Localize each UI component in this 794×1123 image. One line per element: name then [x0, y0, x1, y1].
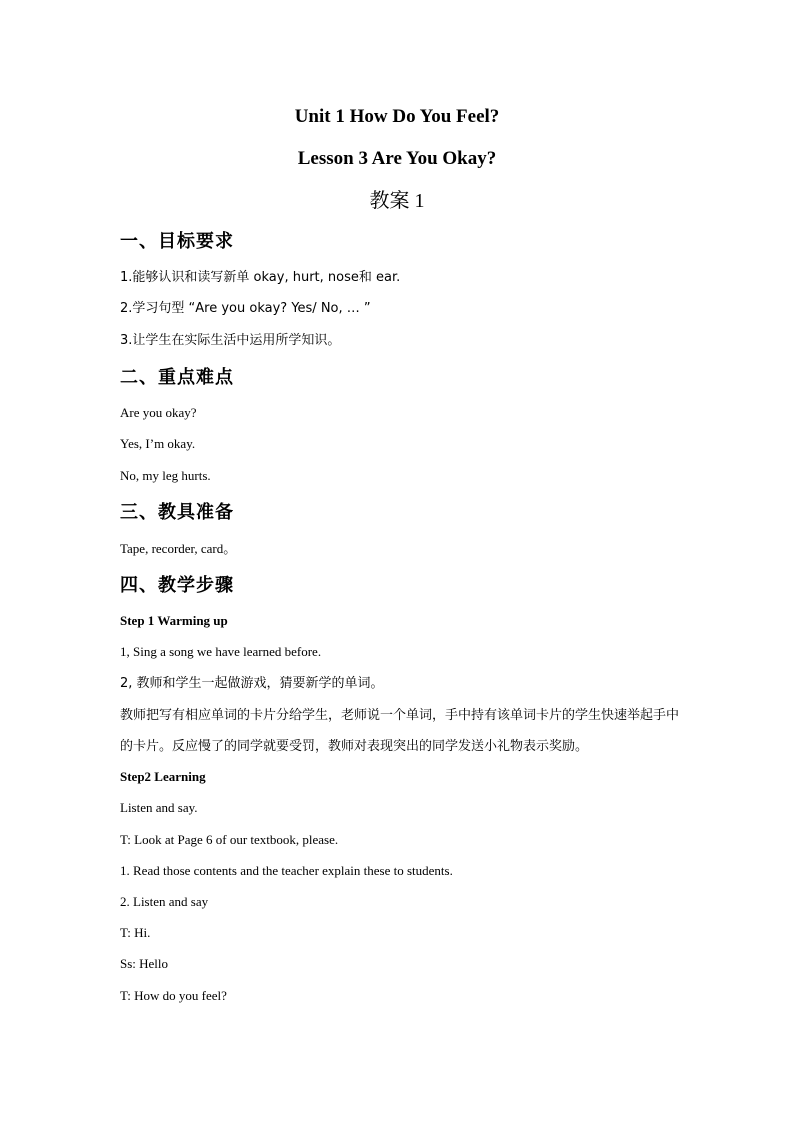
section-heading-materials: 三、教具准备	[120, 502, 234, 523]
step2-item: T: Hi.	[120, 925, 151, 940]
step2-item: T: How do you feel?	[120, 988, 227, 1003]
step1-paragraph: 教师把写有相应单词的卡片分给学生，老师说一个单词，手中持有该单词卡片的学生快速举起手中的卡片。反应慢了的同学就要受罚，教师对表现突出的同学发送小礼物表示奖励。	[120, 708, 680, 754]
step2-item: Ss: Hello	[120, 956, 169, 971]
step2-item: 1. Read those contents and the teacher explain these to students.	[120, 863, 453, 878]
goal-item: 3.让学生在实际生活中运用所学知识。	[120, 333, 341, 348]
key-point-item: No, my leg hurts.	[120, 468, 211, 483]
step2-item: 2. Listen and say	[120, 894, 209, 909]
section-heading-goals: 一、目标要求	[120, 231, 234, 252]
key-point-item: Yes, I’m okay.	[120, 436, 196, 451]
lesson-plan-title: 教案 1	[369, 190, 425, 212]
step1-item: 2, 教师和学生一起做游戏，猜要新学的单词。	[120, 676, 384, 691]
step2-item: Listen and say.	[120, 800, 198, 815]
lesson-title: Lesson 3 Are You Okay?	[297, 148, 497, 169]
goal-item: 1.能够认识和读写新单 okay, hurt, nose和 ear.	[120, 270, 401, 285]
goal-item: 2.学习句型 “Are you okay? Yes/ No, … ”	[120, 301, 371, 316]
key-point-item: Are you okay?	[120, 405, 197, 420]
section-heading-teaching-steps: 四、教学步骤	[120, 575, 234, 596]
step2-item: T: Look at Page 6 of our textbook, please.	[120, 832, 339, 847]
step2-title: Step2 Learning	[120, 769, 206, 784]
step1-title: Step 1 Warming up	[120, 613, 228, 628]
unit-title: Unit 1 How Do You Feel?	[294, 106, 500, 127]
step1-item: 1, Sing a song we have learned before.	[120, 644, 322, 659]
materials-item: Tape, recorder, card。	[120, 541, 237, 556]
section-heading-key-points: 二、重点难点	[120, 367, 234, 388]
